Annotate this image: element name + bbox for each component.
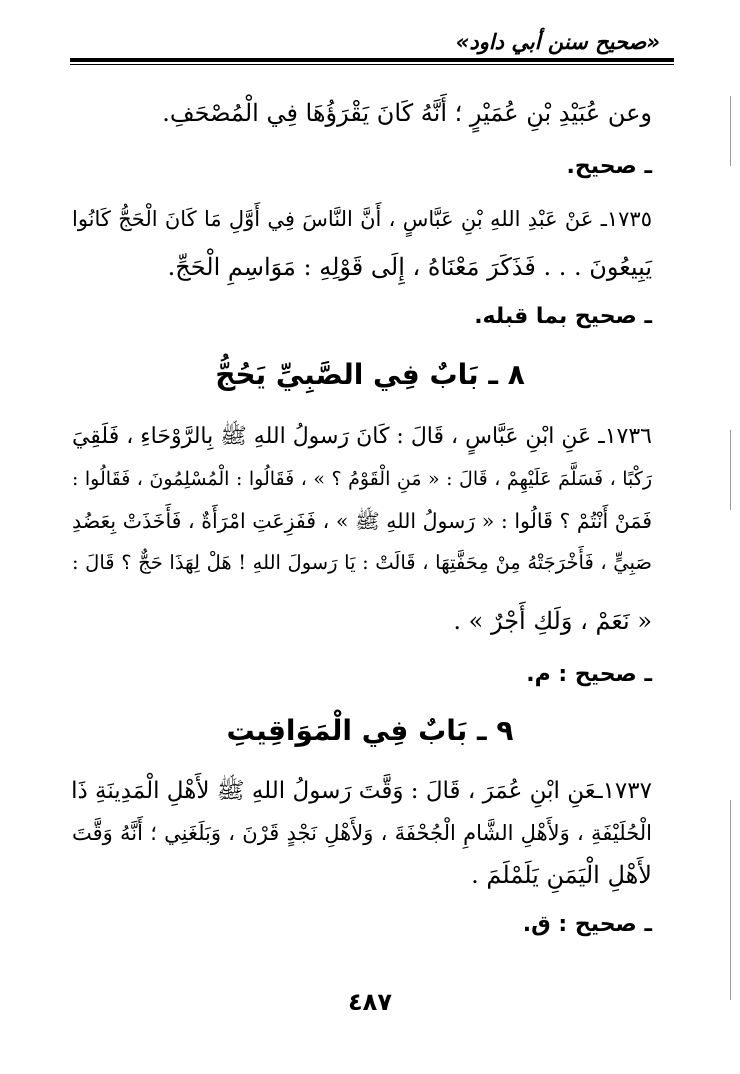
grade-note: ـ صحيح. [566,154,652,179]
running-title: «صحيح سنن أبي داود» [455,30,660,54]
page-number: ٤٨٧ [348,988,392,1016]
scan-edge-line [730,430,731,510]
hadith-1736-line: « نَعَمْ ، وَلَكِ أَجْرٌ » . [453,607,652,635]
scan-edge-line [730,800,731,1000]
chapter-heading: ٨ ـ بَابٌ فِي الصَّبِيِّ يَحُجُّ [215,358,525,391]
hadith-1736-line: فَمَنْ أَنْتُمْ ؟ قَالُوا : « رَسولُ اللهِ ﷺ » ، فَفَزِعَتِ امْرَأَةٌ ، فَأَخَذَتْ بِعَضُدِ [72,509,652,533]
grade-note: ـ صحيح : ق. [522,912,652,937]
grade-note: ـ صحيح بما قبله. [474,304,652,329]
grade-note: ـ صحيح : م. [526,662,652,687]
header-rule-thick [70,58,674,62]
hadith-1736-line: ١٧٣٦ـ عَنِ ابْنِ عَبَّاسٍ ، قَالَ : كَانَ رَسولُ اللهِ ﷺ بِالرَّوْحَاءِ ، فَلَقِيَ [71,424,652,449]
header-rule-thin [70,64,674,65]
hadith-1737-line: لأَهْلِ الْيَمَنِ يَلَمْلَمَ . [471,861,652,889]
hadith-1737-line: ١٧٣٧ـعَنِ ابْنِ عُمَرَ ، قَالَ : وَقَّتَ رَسولُ اللهِ ﷺ لأَهْلِ الْمَدِينَةِ ذَا [71,778,652,804]
hadith-1736-line: صَبِيٍّ ، فَأَخْرَجَتْهُ مِنْ مِحَفَّتِهَا ، قَالَتْ : يَا رَسولَ اللهِ ! هَلْ لِهَذَا حَجٌّ ؟ قَالَ : [72,551,652,574]
scan-edge-line [730,96,731,166]
hadith-1737-line: الْحُلَيْفَةِ ، وَلأَهْلِ الشَّامِ الْجُحْفَةَ ، وَلأَهْلِ نَجْدٍ قَرْنَ ، وَبَلَغَنِي ؛ أَنَّهُ وَقَّتَ [72,821,652,845]
text-line: وعن عُبَيْدِ بْنِ عُمَيْرٍ ؛ أَنَّهُ كَانَ يَقْرَؤُهَا فِي الْمُصْحَفِ. [162,99,652,127]
chapter-heading: ٩ ـ بَابٌ فِي الْمَوَاقِيتِ [226,714,514,747]
hadith-1735-line: ١٧٣٥ـ عَنْ عَبْدِ اللهِ بْنِ عَبَّاسٍ ، أَنَّ النَّاسَ فِي أَوَّلِ مَا كَانَ الْحَجُّ كَانُوا [72,207,652,231]
hadith-1736-line: رَكْبًا ، فَسَلَّمَ عَلَيْهِمْ ، قَالَ : « مَنِ الْقَوْمُ ؟ » ، فَقَالُوا : الْمُسْلِمُونَ ، فَقَالُوا : [72,468,652,490]
hadith-1735-line: يَبِيعُونَ . . . فَذَكَرَ مَعْنَاهُ ، إِلَى قَوْلِهِ : مَوَاسِمِ الْحَجِّ. [167,253,652,281]
